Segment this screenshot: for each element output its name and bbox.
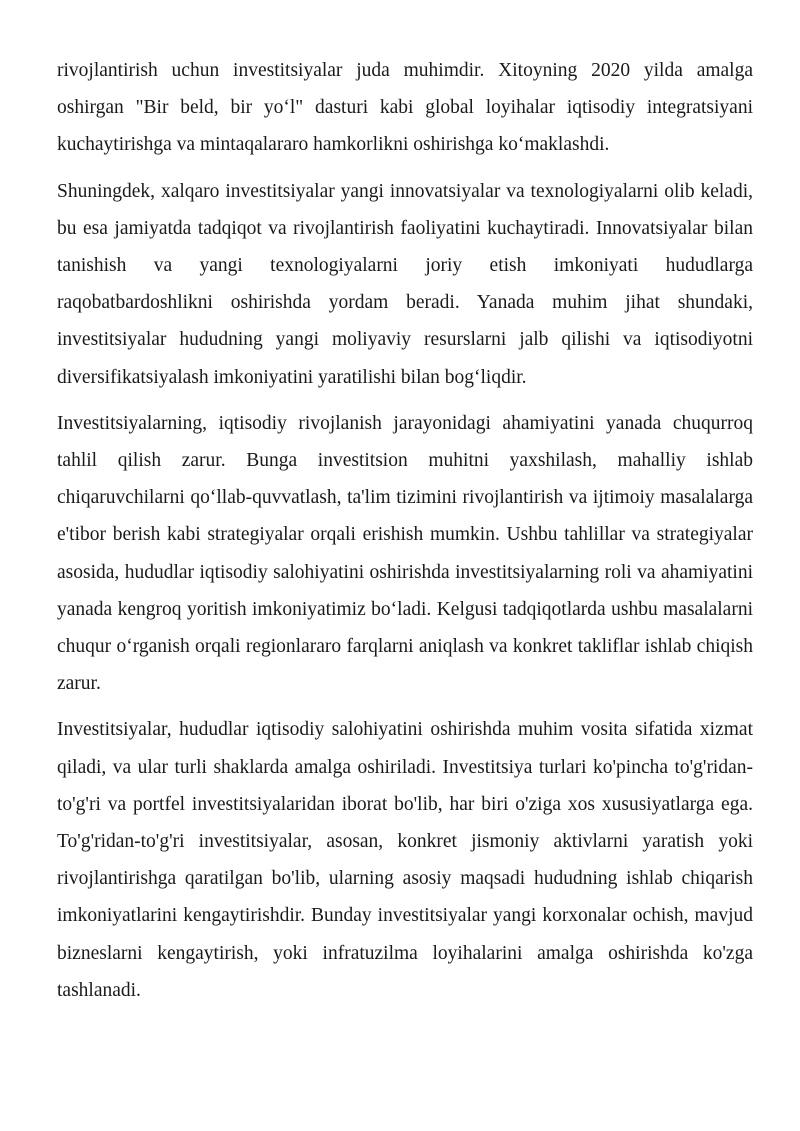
paragraph-1: rivojlantirish uchun investitsiyalar juda muhimdir. Xitoyning 2020 yilda amalga oshirgan "Bir beld, bir yo‘l" dasturi kabi global loyihalar iqtisodiy integratsiyani kuchaytirishga va mintaqalararo hamkorlikni oshirishga ko‘maklashdi. xyxy=(57,60,753,156)
paragraph-3: Investitsiyalarning, iqtisodiy rivojlanish jarayonidagi ahamiyatini yanada chuqurroq tahlil qilish zarur. Bunga investitsion muhitni yaxshilash, mahalliy ishlab chiqaruvchilarni qo‘llab-quvvatlash, ta'lim tizimini rivojlantirish va ijtimoiy masalalarga e'tibor berish kabi strategiyalar orqali erishish mumkin. Ushbu tahlillar va strategiyalar asosida, hududlar iqtisodiy salohiyatini oshirishda investitsiyalarning roli va ahamiyatini yanada kengroq yoritish imkoniyatimiz bo‘ladi. Kelgusi tadqiqotlarda ushbu masalalarni chuqur o‘rganish orqali regionlararo farqlarni aniqlash va konkret takliflar ishlab chiqish zarur. xyxy=(57,412,753,695)
paragraph-4: Investitsiyalar, hududlar iqtisodiy salohiyatini oshirishda muhim vosita sifatida xizmat qiladi, va ular turli shaklarda amalga oshiriladi. Investitsiya turlari ko'pincha to'g'ridan-to'g'ri va portfel investitsiyalaridan iborat bo'lib, har biri o'ziga xos xususiyatlarga ega. To'g'ridan-to'g'ri investitsiyalar, asosan, konkret jismoniy aktivlarni yaratish yoki rivojlantirishga qaratilgan bo'lib, ularning asosiy maqsadi hududning ishlab chiqarish imkoniyatlarini kengaytirishdir. Bunday investitsiyalar yangi korxonalar ochish, mavjud bizneslarni kengaytirish, yoki infratuzilma loyihalarini amalga oshirishda ko'zga tashlanadi. xyxy=(57,719,753,1001)
paragraph-2: Shuningdek, xalqaro investitsiyalar yangi innovatsiyalar va texnologiyalarni olib keladi, bu esa jamiyatda tadqiqot va rivojlantirish faoliyatini kuchaytiradi. Innovatsiyalar bilan tanishish va yangi texnologiyalarni joriy etish imkoniyati hududlarga raqobatbardoshlikni oshirishda yordam beradi. Yanada muhim jihat shundaki, investitsiyalar hududning yangi moliyaviy resurslarni jalb qilishi va iqtisodiyotni diversifikatsiyalash imkoniyatini yaratilishi bilan bog‘liqdir. xyxy=(57,180,753,388)
document-page xyxy=(57,52,753,1018)
